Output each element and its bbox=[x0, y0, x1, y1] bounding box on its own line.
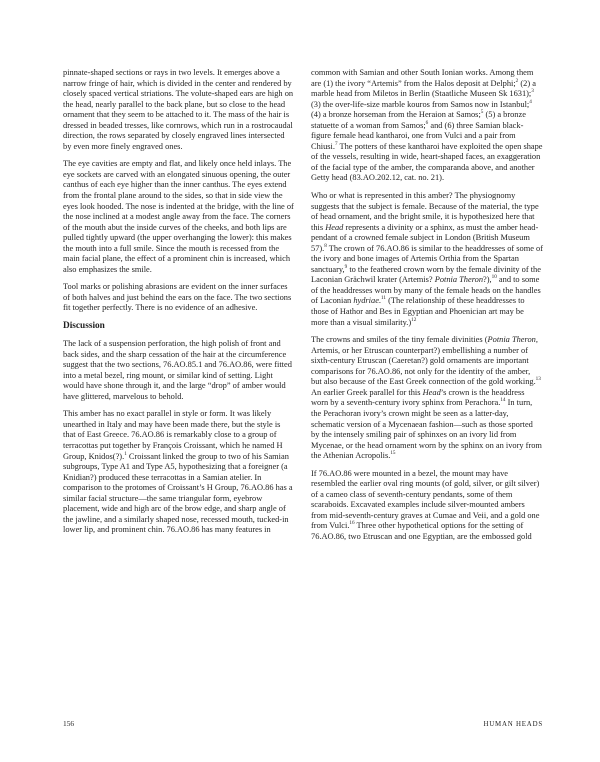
paragraph: Tool marks or polishing abrasions are evident on the inner surfaces of both halves and just behind the ears on the face. The two sections fit together perfectly. There is no evidence of an adhesive. bbox=[63, 282, 292, 313]
left-column bbox=[63, 68, 295, 550]
paragraph: The eye cavities are empty and flat, and likely once held inlays. The eye sockets are carved with an elongated sinuous opening, the outer canthus of each eye higher than the inner canthus. The eyes extend from the frontal plane around to the sides, so that in side view the eyes look hooded. The nose is indented at the bridge, with the line of the nose inclined at a modest angle away from the face. The corners of the mouth abut the inside curves of the cheeks, and both lips are pulled tightly upward (the upper overhanging the lower): this makes the mouth into a full smile. Since the mouth is recessed from the main facial plane, the effect of a prominent chin is increased, which also emphasizes the smile. bbox=[63, 159, 294, 274]
right-column bbox=[311, 68, 543, 550]
paragraph: The crowns and smiles of the tiny female divinities (Potnia Theron, Artemis, or her Etruscan counterpart?) embellishing a number of sixth-century Etruscan (Caeretan?) gold ornaments are important comparisons for 76.AO.86, not only for the identity of the amber, but also because of the East Greek connection of the gold working.$^{13}$ An earlier Greek parallel for this Head’s crown is the headdress worn by a seventh-century ivory sphinx from Perachora.$^{14}$ In turn, the Perachoran ivory’s crown might be seen as a latter-day, schematic version of a Mycenaean fashion—such as those sported by the intensely smiling pair of sphinxes on an ivory lid from Mycenae, or the head ornament worn by the sphinx on an ivory from the Athenian Acropolis.$^{15}$ bbox=[311, 335, 542, 461]
page-footer bbox=[63, 719, 543, 728]
paragraph: This amber has no exact parallel in style or form. It was likely unearthed in Italy and may have been made there, but the style is that of East Greece. 76.AO.86 is remarkably close to a group of terracottas put together by François Croissant, which he named H Group, Knidos(?).$^1$ Croissant linked the group to two of his Samian subgroups, Type A1 and Type A5, hypothesizing that a foreigner (a Knidian?) produced these terracottas in a Samian atelier. In comparison to the protomes of Croissant’s H Group, 76.AO.86 has a similar facial structure—the same triangular form, eyebrow placement, wide and high arc of the brow edge, and sharp angle of the jawline, and a similarly shaped nose, recessed mouth, tucked-in lower lip, and prominent chin. 76.AO.86 has many features in bbox=[63, 409, 293, 535]
paragraph: Who or what is represented in this amber? The physiognomy suggests that the subject is female. Because of the material, the type of head ornament, and the bright smile, it is hypothesized here that this Head represents a divinity or a sphinx, as must the amber head-pendant of a crowned female subject in London (British Museum 57).$^8$ The crown of 76.AO.86 is similar to the headdresses of some of the ivory and bone images of Artemis Orthia from the Spartan sanctuary,$^9$ to the feathered crown worn by the female divinity of the Laconian Grächwil krater (Artemis? Potnia Theron?),$^{10}$ and to some of the headdresses worn by many of the female heads on the handles of Laconian hydriae.$^{11}$ (The relationship of these headdresses to those of Hathor and Bes in Egyptian and Phoenician art may be more than a visual similarity.)$^{12}$ bbox=[311, 191, 544, 327]
running-head: HUMAN HEADS bbox=[483, 721, 543, 728]
paragraph: common with Samian and other South Ionian works. Among them are (1) the ivory “Artemis” from the Halos deposit at Delphi;$^2$ (2) a marble head from Miletos in Berlin (Staatliche Museen Sk 1631);$^3$ (3) the over-life-size marble kouros from Samos now in Istanbul;$^4$ (4) a bronze horseman from the Heraion at Samos;$^5$ (5) a bronze statuette of a woman from Samos;$^6$ and (6) three Samian black-figure female head kantharoi, one from Vulci and a pair from Chiusi.$^7$ The potters of these kantharoi have exploited the open shape of the vessels, resulting in wide, heart-shaped faces, an exaggeration of the facial type of the amber, the comparanda above, and another Getty head (83.AO.202.12, cat. no. 21). bbox=[311, 68, 543, 183]
section-heading: Discussion bbox=[63, 321, 105, 332]
paragraph: The lack of a suspension perforation, the high polish of front and back sides, and the sharp cessation of the hair at the circumference suggest that the two sections, 76.AO.85.1 and 76.AO.86, were fitted into a metal bezel, ring mount, or similar kind of setting. Light would have shone through it, and the large “drop” of amber would have glittered, marvelous to behold. bbox=[63, 339, 292, 401]
paragraph: pinnate-shaped sections or rays in two levels. It emerges above a narrow fringe of hair, which is divided in the center and rendered by closely spaced vertical striations. The volute-shaped ears are high on the head, nearly parallel to the back plane, but so close to the head ornament that they seem to be attached to it. The mass of the hair is dressed in beaded tresses, like cornrows, which run in a rostrocaudal direction, the rows separated by closely engraved lines intersected by even more finely engraved ones. bbox=[63, 68, 294, 151]
text-columns bbox=[63, 68, 543, 550]
paragraph: If 76.AO.86 were mounted in a bezel, the mount may have resembled the earlier oval ring mounts (of gold, silver, or gilt silver) of a cameo class of seventh-century pendants, some of them scaraboids. Excavated examples include silver-mounted ambers from mid-seventh-century graves at Cumae and Veii, and a gold one from Vulci.$^{16}$ Three other hypothetical options for the setting of 76.AO.86, two Etruscan and one Egyptian, are the embossed gold bbox=[311, 468, 540, 541]
page-number: 156 bbox=[63, 719, 75, 728]
